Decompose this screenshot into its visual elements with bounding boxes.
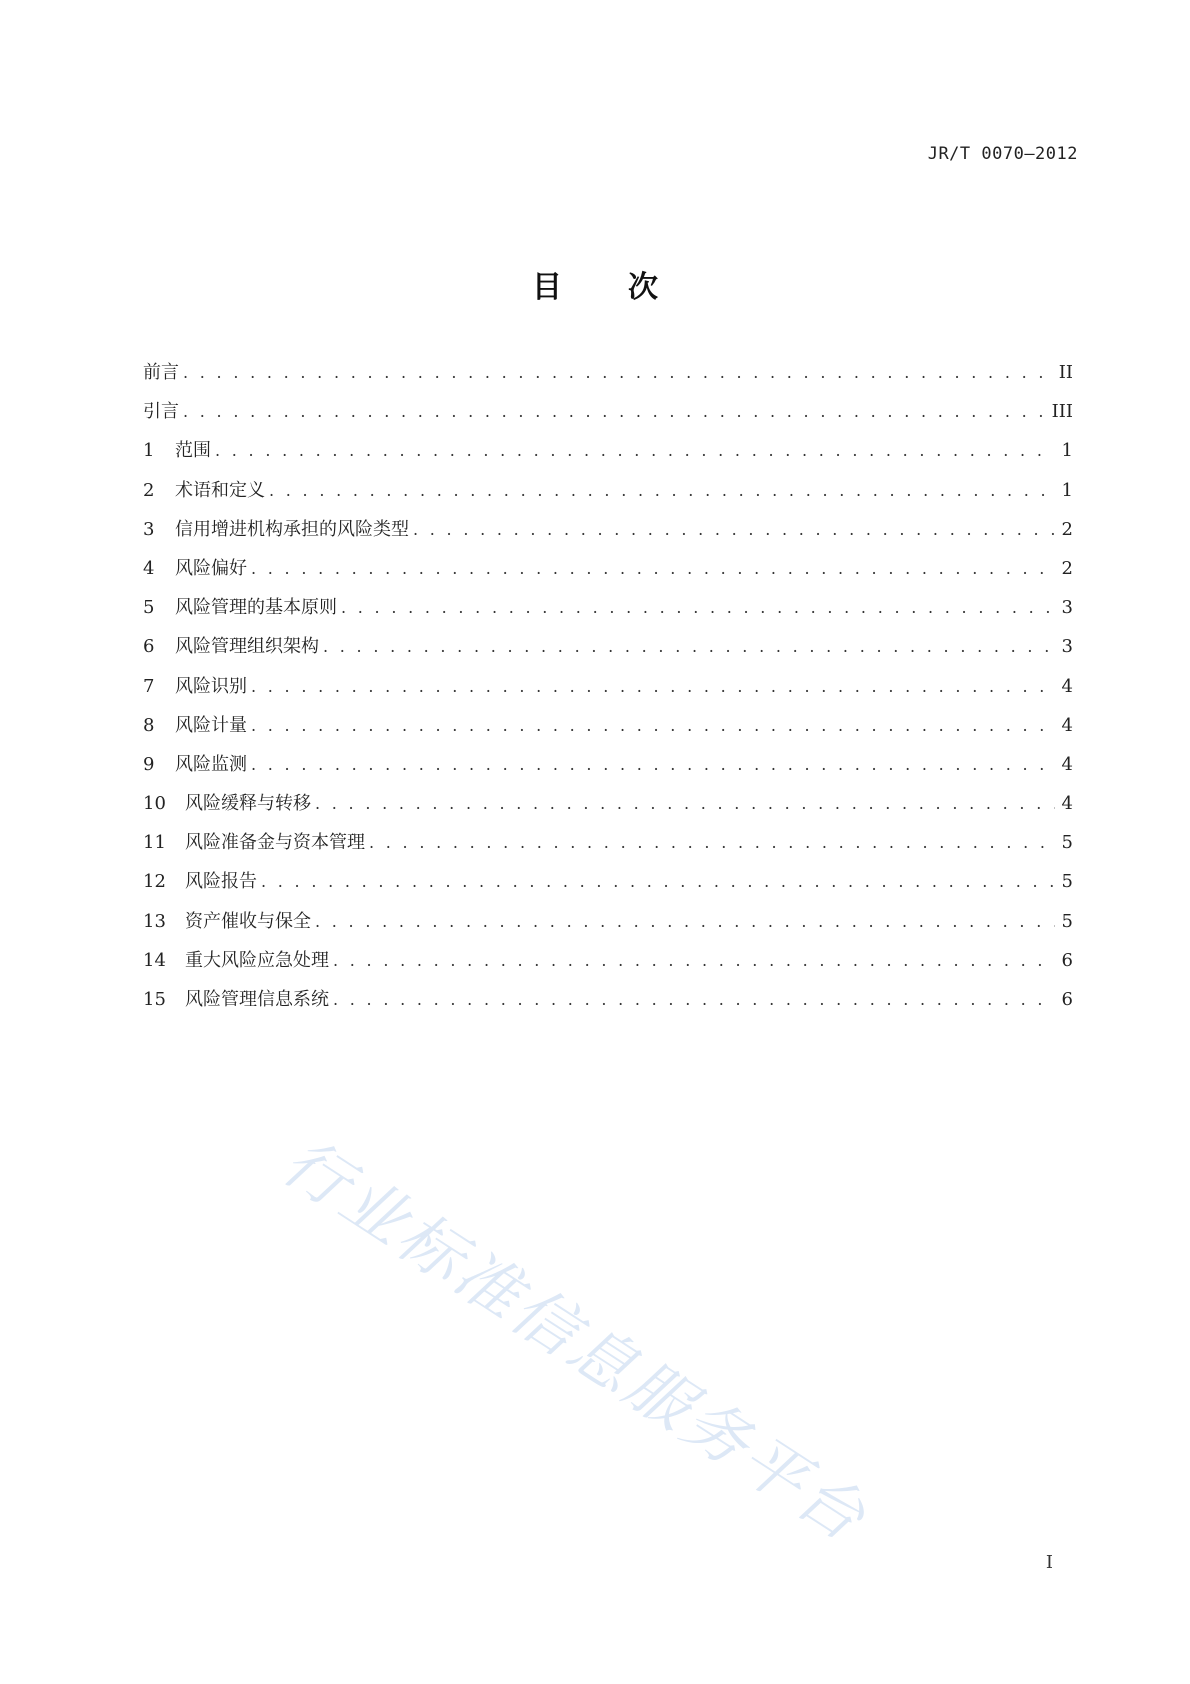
toc-entry-number: 8 bbox=[143, 714, 155, 736]
toc-entry-page: 6 bbox=[1061, 949, 1073, 971]
toc-entry-page: 2 bbox=[1061, 557, 1073, 579]
toc-entry-page: III bbox=[1051, 401, 1073, 423]
watermark: 行业标准信息服务平台 bbox=[269, 1125, 881, 1558]
toc-entry-number: 13 bbox=[143, 910, 166, 932]
toc-entry-8[interactable] bbox=[143, 711, 1073, 750]
toc-entry-page: 3 bbox=[1061, 597, 1073, 619]
toc-entry-label: 风险报告 bbox=[185, 871, 257, 893]
toc-leader-dots bbox=[369, 833, 1055, 852]
toc-entry-label: 资产催收与保全 bbox=[185, 910, 311, 932]
toc-leader-dots bbox=[413, 520, 1055, 539]
toc-leader-dots bbox=[261, 872, 1055, 891]
toc-entry-number: 1 bbox=[143, 440, 155, 462]
table-of-contents bbox=[143, 358, 1073, 1024]
toc-entry-number: 6 bbox=[143, 636, 155, 658]
toc-entry-2[interactable] bbox=[143, 476, 1073, 515]
toc-leader-dots bbox=[183, 363, 1053, 382]
page-title-first-char: 目 bbox=[532, 270, 562, 305]
toc-entry-page: 1 bbox=[1061, 440, 1073, 462]
toc-leader-dots bbox=[251, 716, 1055, 735]
toc-entry-label: 风险管理信息系统 bbox=[185, 989, 329, 1010]
toc-leader-dots bbox=[183, 402, 1046, 421]
toc-leader-dots bbox=[315, 912, 1055, 931]
toc-entry-number: 10 bbox=[143, 793, 166, 815]
toc-entry-page: 4 bbox=[1061, 793, 1073, 815]
toc-entry-foreword[interactable] bbox=[143, 358, 1073, 397]
toc-entry-1[interactable] bbox=[143, 436, 1073, 475]
toc-leader-dots bbox=[315, 794, 1055, 813]
toc-entry-page: 5 bbox=[1061, 910, 1073, 932]
toc-entry-5[interactable] bbox=[143, 593, 1073, 632]
toc-entry-page: 6 bbox=[1061, 989, 1073, 1010]
toc-entry-label: 范围 bbox=[175, 440, 211, 462]
toc-entry-label: 风险准备金与资本管理 bbox=[185, 832, 365, 854]
toc-leader-dots bbox=[269, 481, 1055, 500]
toc-entry-number: 2 bbox=[143, 479, 155, 501]
standard-code: JR/T 0070—2012 bbox=[927, 144, 1078, 164]
toc-entry-page: 1 bbox=[1061, 479, 1073, 501]
toc-entry-number: 15 bbox=[143, 989, 166, 1010]
toc-entry-page: 5 bbox=[1061, 871, 1073, 893]
toc-leader-dots bbox=[333, 990, 1055, 1009]
toc-entry-10[interactable] bbox=[143, 789, 1073, 828]
toc-entry-label: 风险识别 bbox=[175, 675, 247, 697]
toc-entry-page: 2 bbox=[1061, 518, 1073, 540]
toc-entry-label: 风险偏好 bbox=[175, 557, 247, 579]
toc-entry-label: 风险缓释与转移 bbox=[185, 793, 311, 815]
toc-entry-15[interactable] bbox=[143, 985, 1073, 1024]
toc-leader-dots bbox=[251, 677, 1055, 696]
toc-entry-page: 5 bbox=[1061, 832, 1073, 854]
toc-entry-page: 4 bbox=[1061, 675, 1073, 697]
toc-entry-number: 12 bbox=[143, 871, 166, 893]
toc-entry-number: 7 bbox=[143, 675, 155, 697]
toc-entry-label: 引言 bbox=[143, 401, 179, 423]
toc-entry-label: 重大风险应急处理 bbox=[185, 949, 329, 971]
page-number: I bbox=[1045, 1552, 1053, 1573]
toc-entry-7[interactable] bbox=[143, 672, 1073, 711]
toc-leader-dots bbox=[341, 598, 1055, 617]
toc-entry-label: 前言 bbox=[143, 362, 179, 383]
toc-entry-12[interactable] bbox=[143, 867, 1073, 906]
toc-entry-9[interactable] bbox=[143, 750, 1073, 789]
toc-entry-number: 14 bbox=[143, 949, 166, 971]
toc-entry-number: 11 bbox=[143, 832, 166, 854]
toc-entry-number: 3 bbox=[143, 518, 155, 540]
toc-entry-13[interactable] bbox=[143, 907, 1073, 946]
toc-entry-label: 信用增进机构承担的风险类型 bbox=[175, 518, 409, 540]
toc-entry-label: 术语和定义 bbox=[175, 479, 265, 501]
toc-entry-label: 风险管理组织架构 bbox=[175, 636, 319, 658]
toc-leader-dots bbox=[251, 559, 1055, 578]
toc-leader-dots bbox=[251, 755, 1055, 774]
toc-leader-dots bbox=[333, 951, 1055, 970]
toc-entry-label: 风险计量 bbox=[175, 714, 247, 736]
toc-entry-number: 4 bbox=[143, 557, 155, 579]
toc-entry-3[interactable] bbox=[143, 515, 1073, 554]
toc-entry-label: 风险管理的基本原则 bbox=[175, 597, 337, 619]
page-title bbox=[0, 262, 1190, 306]
toc-entry-number: 9 bbox=[143, 753, 155, 775]
page-title-second-char: 次 bbox=[628, 270, 658, 305]
toc-entry-14[interactable] bbox=[143, 946, 1073, 985]
toc-entry-page: II bbox=[1058, 362, 1073, 383]
toc-entry-6[interactable] bbox=[143, 632, 1073, 671]
toc-leader-dots bbox=[323, 637, 1055, 656]
toc-entry-page: 4 bbox=[1061, 714, 1073, 736]
toc-entry-11[interactable] bbox=[143, 828, 1073, 867]
toc-entry-introduction[interactable] bbox=[143, 397, 1073, 436]
toc-leader-dots bbox=[215, 441, 1055, 460]
toc-entry-label: 风险监测 bbox=[175, 753, 247, 775]
toc-entry-4[interactable] bbox=[143, 554, 1073, 593]
toc-entry-page: 3 bbox=[1061, 636, 1073, 658]
toc-entry-page: 4 bbox=[1061, 753, 1073, 775]
toc-entry-number: 5 bbox=[143, 597, 155, 619]
